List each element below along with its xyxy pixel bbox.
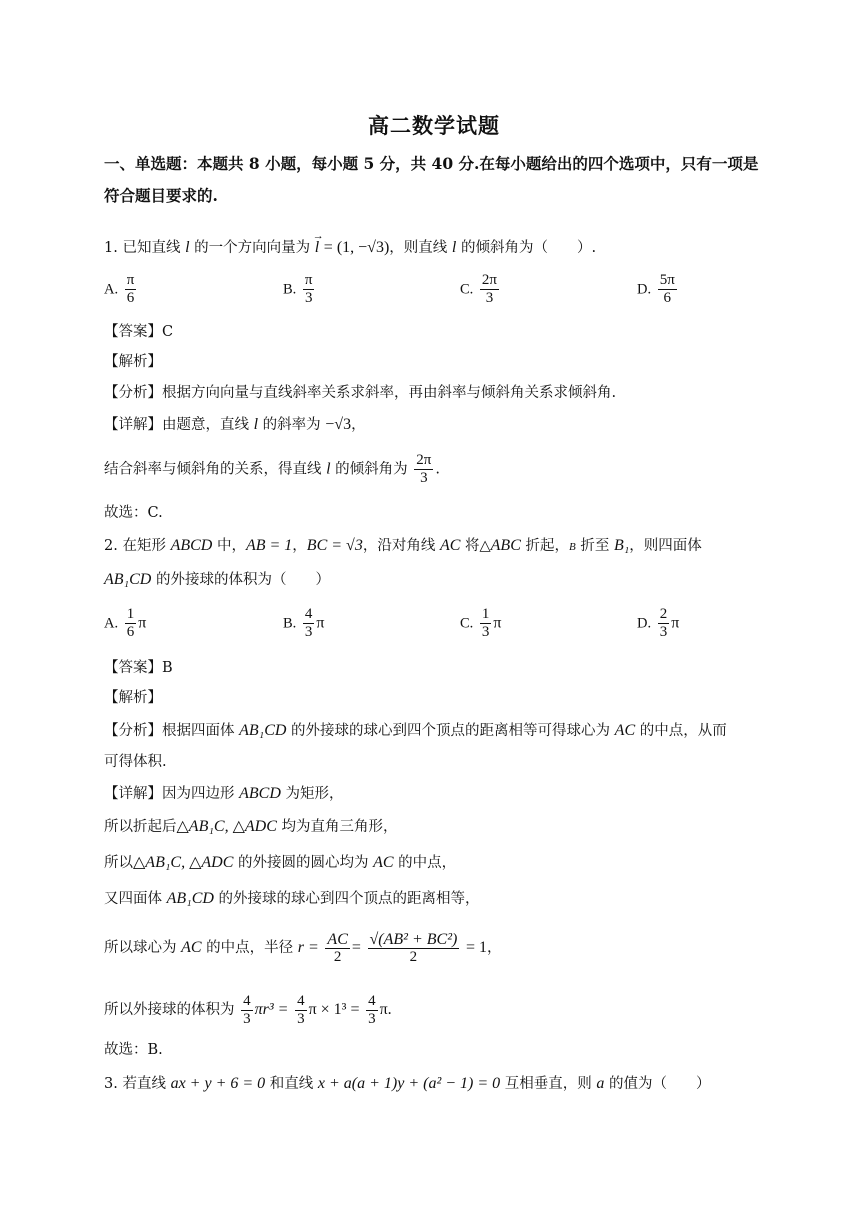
q2-xiangjie-5: 所以球心为 AC 的中点，半径 r = $\frac{AC}{2}$ = $\frac{\text{√(AB² + BC²)}}{2}$ = 1， [104,930,502,965]
q2-xiangjie-1: 【详解】因为四边形 ABCD 为矩形， [104,785,344,802]
q1-analysis-heading: 【解析】 [104,354,162,370]
q1-xiangjie: 【详解】由题意，直线 l 的斜率为 −√3， [104,416,366,433]
q2-stem-line1: 2. 在矩形 ABCD 中，AB = 1，BC = √3，沿对角线 AC 将△ABC 折起，B 折至 B₁，则四面体 [104,537,702,554]
q2-answer: 【答案】B [104,660,173,676]
vector-l: → l [315,238,319,258]
q2-choice: 故选：B. [104,1042,163,1058]
q1-fenxi: 【分析】根据方向向量与直线斜率关系求斜率，再由斜率与倾斜角关系求倾斜角. [104,385,617,401]
page-title: 高二数学试题 [368,113,500,138]
q1-option-d: D. $\frac{5\pi}{6}$ [637,272,675,306]
q2-xiangjie-4: 又四面体 AB₁CD 的外接球的球心到四个顶点的距离相等， [104,890,480,907]
vector-value: = (1, −√3) [323,239,390,256]
q2-xiangjie-2: 所以折起后△AB₁C, △ADC 均为直角三角形， [104,818,398,835]
q1-stem: 1. 已知直线 l 的一个方向向量为 → l = (1, −√3)，则直线 l 的倾斜角为（ ）. [104,238,766,258]
q1-choice: 故选：C. [104,505,163,521]
q3-stem: 3. 若直线 ax + y + 6 = 0 和直线 x + a(a + 1)y + (a² − 1) = 0 互相垂直，则 a 的值为（ ） [104,1075,711,1092]
q2-stem-line2: AB₁CD 的外接球的体积为（ ） [104,571,330,588]
q2-xiangjie-3: 所以△AB₁C, △ADC 的外接圆的圆心均为 AC 的中点， [104,854,457,871]
q2-analysis-heading: 【解析】 [104,690,162,706]
q1-option-a: A. $\frac{\pi}{6}$ [104,272,135,306]
section-heading: 一、单选题：本题共 8 小题，每小题 5 分，共 40 分.在每小题给出的四个选项中，只有一项是符合题目要求的. [104,154,759,205]
q1-answer: 【答案】C [104,324,174,340]
q1-combine: 结合斜率与倾斜角的关系，得直线 l 的倾斜角为 $\frac{2\pi}{3}$ . [104,452,440,486]
q1-option-c: C. $\frac{2\pi}{3}$ [460,272,497,306]
q2-option-c: C. $\frac{1}{3}$ π [460,606,502,640]
q1-option-b: B. $\frac{\pi}{3}$ [283,272,313,306]
q2-fenxi-line1: 【分析】根据四面体 AB₁CD 的外接球的球心到四个顶点的距离相等可得球心为 AC 的中点，从而 [104,722,727,739]
q2-option-a: A. $\frac{1}{6}$ π [104,606,147,640]
q2-xiangjie-6: 所以外接球的体积为 $\frac{4}{3}$ πr³ = $\frac{4}{3}$ π × 1³ = $\frac{4}{3}$ π. [104,992,392,1027]
q2-option-b: B. $\frac{4}{3}$ π [283,606,325,640]
q2-option-d: D. $\frac{2}{3}$ π [637,606,680,640]
q2-fenxi-line2: 可得体积. [104,754,167,770]
